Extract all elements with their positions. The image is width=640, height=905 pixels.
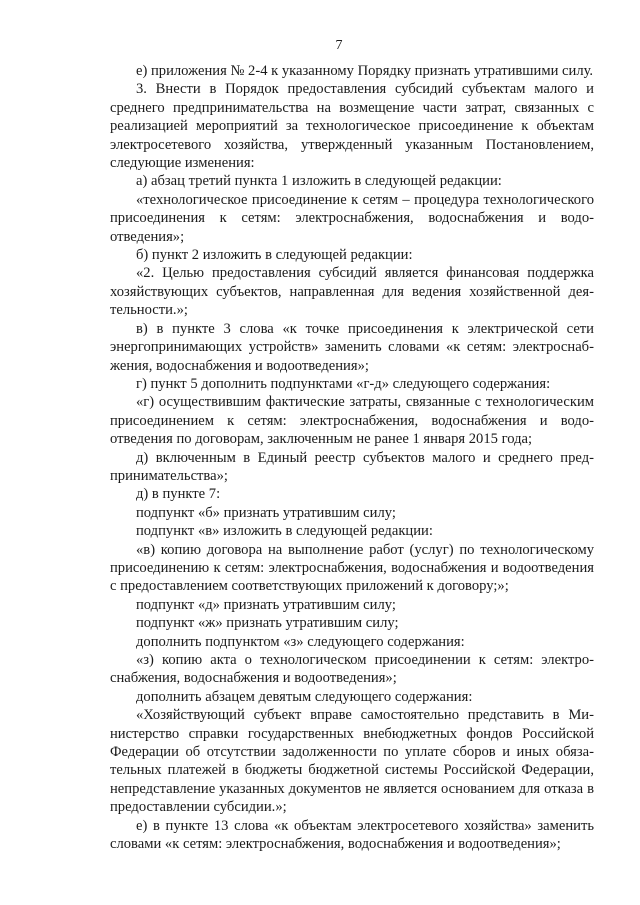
paragraph: «технологическое присоединение к сетям – процедура технологического присоединения к сетям: электроснабжения, водоснабжения и водоотведения»; <box>110 191 594 245</box>
paragraph: 3. Внести в Порядок предоставления субсидий субъектам малого и среднего предпринимательства на возмещение части затрат, связанных с реализацией мероприятий за технологическое присоединение к объектам электросетевого хозяйства, утвержденный указанным Постановлением, следующие изменения: <box>110 81 594 172</box>
paragraph: подпункт «ж» признать утратившим силу; <box>136 615 399 632</box>
paragraph: «г) осуществившим фактические затраты, связанные с технологическим присоединением к сетям: электроснабжения, водоснабжения и водоотведения по договорам, заключенным не ранее 1 января 2015 года; <box>110 394 594 448</box>
paragraph: е) в пункте 13 слова «к объектам электросетевого хозяйства» заменить словами «к сетям: электроснабжения, водоснабжения и водоотведения»; <box>110 817 594 853</box>
paragraph: а) абзац третий пункта 1 изложить в следующей редакции: <box>136 173 502 190</box>
paragraph: подпункт «б» признать утратившим силу; <box>136 504 396 521</box>
paragraph: подпункт «в» изложить в следующей редакции: <box>136 523 433 540</box>
document-body <box>110 62 594 853</box>
paragraph: д) в пункте 7: <box>136 486 221 503</box>
paragraph: е) приложения № 2-4 к указанному Порядку признать утратившими силу. <box>136 63 594 79</box>
paragraph: «в) копию договора на выполнение работ (услуг) по технологическому присоединению к сетям: электроснабжения, водоснабжения и водоотведения с предоставлением соответствующих приложений к договору;»; <box>110 541 594 595</box>
paragraph: подпункт «д» признать утратившим силу; <box>136 596 396 613</box>
page-number: 7 <box>335 38 343 53</box>
paragraph: дополнить абзацем девятым следующего содержания: <box>136 688 473 705</box>
paragraph: «2. Целью предоставления субсидий является финансовая поддержка хозяйствующих субъектов, направленная для ведения хозяйственной деятельности.»; <box>110 265 594 319</box>
paragraph: в) в пункте 3 слова «к точке присоединения к электрической сети энергопринимающих устройств» заменить словами «к сетям: электроснабжения, водоснабжения и водоотведения»; <box>110 320 594 374</box>
paragraph: б) пункт 2 изложить в следующей редакции: <box>136 247 413 264</box>
paragraph: «Хозяйствующий субъект вправе самостоятельно представить в Министерство справки государственных внебюджетных фондов Российской Федерации об отсутствии задолженности по уплате сборов и иных обязательных платежей в бюджеты бюджетной системы Российской Федерации, непредставление указанных документов не является основанием для отказа в предоставлении субсидии.»; <box>110 707 594 816</box>
paragraph: дополнить подпунктом «з» следующего содержания: <box>136 633 465 650</box>
paragraph: г) пункт 5 дополнить подпунктами «г-д» следующего содержания: <box>136 375 551 392</box>
paragraph: «з) копию акта о технологическом присоединении к сетям: электроснабжения, водоснабжения и водоотведения»; <box>110 652 594 687</box>
paragraph: д) включенным в Единый реестр субъектов малого и среднего предпринимательства»; <box>110 449 594 484</box>
